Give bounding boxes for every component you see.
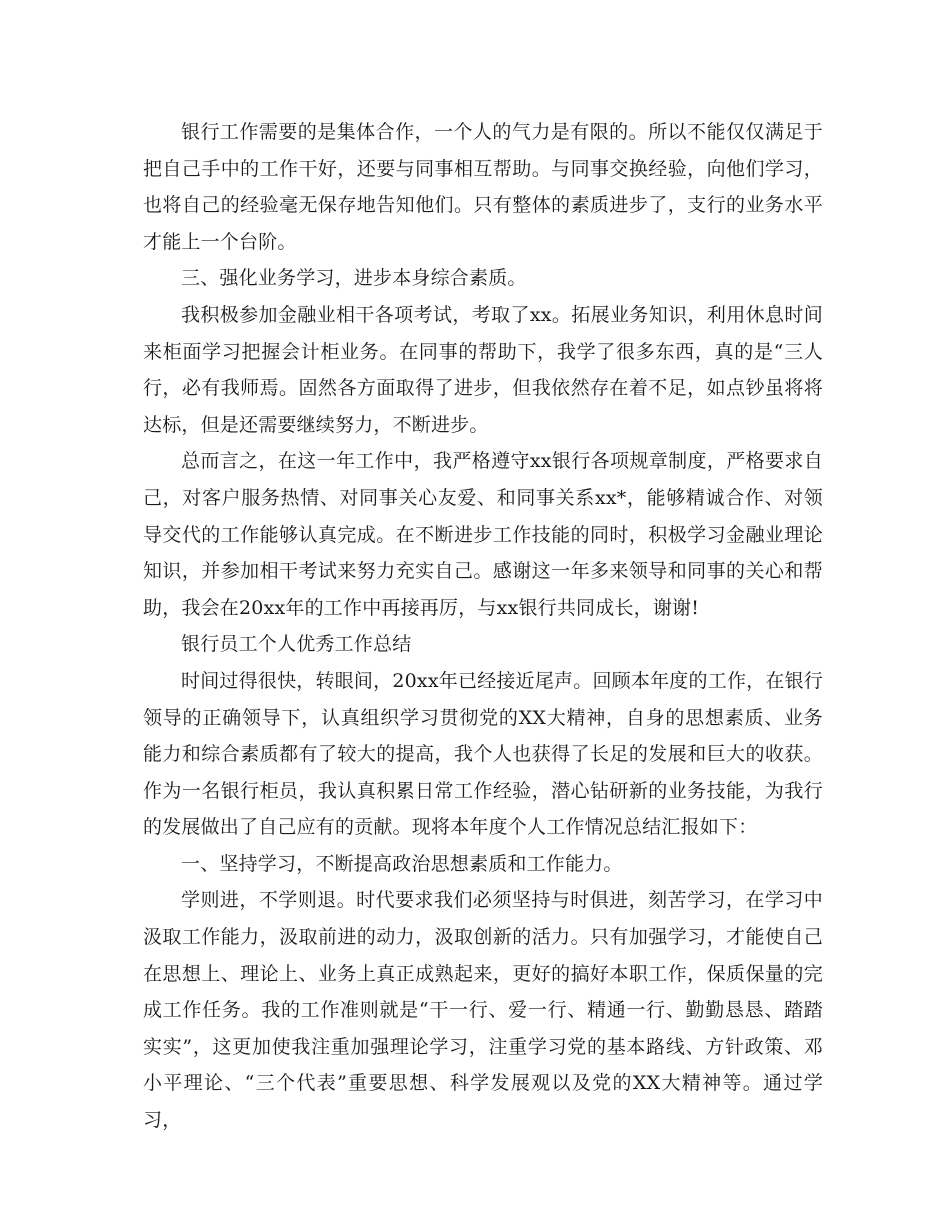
- paragraph-conclusion: 总而言之，在这一年工作中，我严格遵守xx银行各项规章制度，严格要求自己，对客户服务热情、对同事关心友爱、和同事关系xx*，能够精诚合作、对领导交代的工作能够认真完成。在不断进步工作技能的同时，积极学习金融业理论知识，并参加相干考试来努力充实自己。感谢这一年多来领导和同事的关心和帮助，我会在20xx年的工作中再接再厉，与xx银行共同成长，谢谢!: [143, 450, 823, 619]
- document-body: [143, 114, 823, 1139]
- paragraph-teamwork: 银行工作需要的是集体合作，一个人的气力是有限的。所以不能仅仅满足于把自己手中的工作干好，还要与同事相互帮助。与同事交换经验，向他们学习，也将自己的经验毫无保存地告知他们。只有整体的素质进步了，支行的业务水平才能上一个台阶。: [143, 121, 823, 253]
- section-title: 银行员工个人优秀工作总结: [181, 633, 412, 656]
- paragraph-review: 时间过得很快，转眼间，20xx年已经接近尾声。回顾本年度的工作，在银行领导的正确领导下，认真组织学习贯彻党的XX大精神，自身的思想素质、业务能力和综合素质都有了较大的提高，我个人也获得了长足的发展和巨大的收获。作为一名银行柜员，我认真积累日常工作经验，潜心钻研新的业务技能，为我行的发展做出了自己应有的贡献。现将本年度个人工作情况总结汇报如下：: [143, 669, 823, 839]
- heading-keep-learning: 一、坚持学习，不断提高政治思想素质和工作能力。: [181, 852, 623, 875]
- paragraph-exams: 我积极参加金融业相干各项考试，考取了xx。拓展业务知识，利用休息时间来柜面学习把握会计柜业务。在同事的帮助下，我学了很多东西，真的是“三人行，必有我师焉。固然各方面取得了进步，但我依然存在着不足，如点钞虽将将达标，但是还需要继续努力，不断进步。: [143, 303, 823, 436]
- heading-strengthen-learning: 三、强化业务学习，进步本身综合素质。: [181, 267, 527, 290]
- paragraph-learning: 学则进，不学则退。时代要求我们必须坚持与时俱进，刻苦学习，在学习中汲取工作能力，汲取前进的动力，汲取创新的活力。只有加强学习，才能使自己在思想上、理论上、业务上真正成熟起来，更好的搞好本职工作，保质保量的完成工作任务。我的工作准则就是“干一行、爱一行、精通一行、勤勤恳恳、踏踏实实”，这更加使我注重加强理论学习，注重学习党的基本路线、方针政策、邓小平理论、“三个代表”重要思想、科学发展观以及党的XX大精神等。通过学习，: [143, 889, 823, 1132]
